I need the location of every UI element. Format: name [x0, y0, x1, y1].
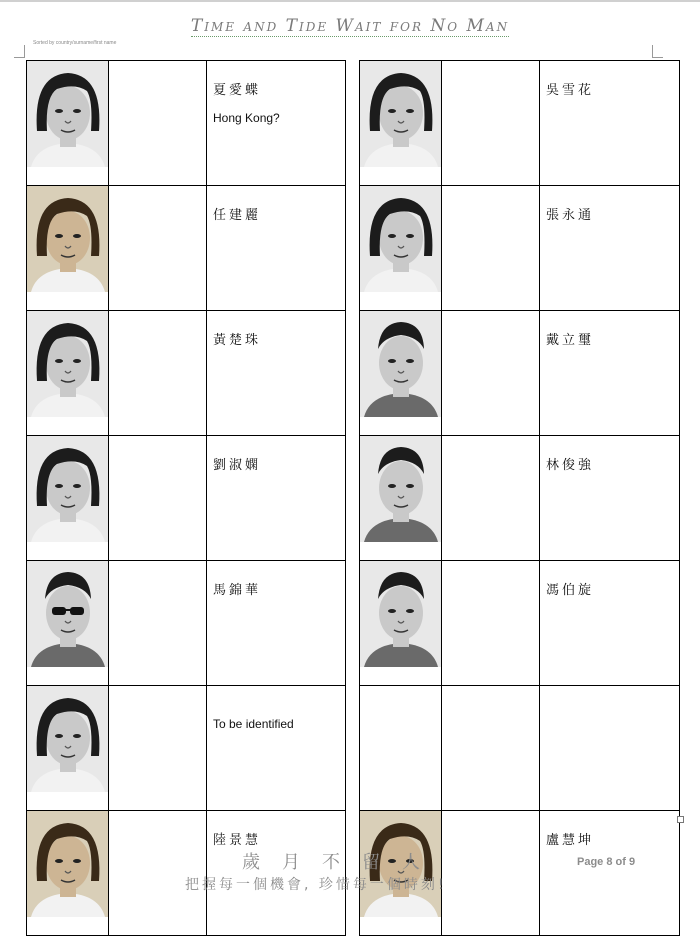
person-name: 張永通: [546, 208, 595, 223]
photo-cell: [360, 311, 442, 436]
blank-cell: [109, 686, 207, 811]
photo-cell: [360, 61, 442, 186]
table-row: [360, 561, 680, 686]
top-border: [0, 0, 700, 2]
photo-cell: [27, 61, 109, 186]
portrait-photo-image: [360, 61, 441, 167]
portrait-photo: [27, 811, 108, 917]
person-name: 戴立璽: [546, 333, 595, 348]
table-row: [360, 311, 680, 436]
margin-corner-mark-right: [652, 45, 663, 58]
portrait-photo-image: [360, 311, 441, 417]
blank-cell: [109, 311, 207, 436]
blank-cell: [442, 561, 540, 686]
person-name: 劉淑嫻: [213, 458, 262, 473]
person-name: 黃楚珠: [213, 333, 262, 348]
portrait-photo-image: [27, 186, 108, 292]
person-name: 盧慧坤: [546, 833, 595, 848]
blank-cell: [109, 186, 207, 311]
table-row: [360, 686, 680, 811]
name-cell: [540, 811, 680, 936]
person-name: 馬錦華: [213, 583, 262, 598]
portrait-photo: [27, 186, 108, 292]
blank-cell: [442, 186, 540, 311]
portrait-photo: [360, 436, 441, 542]
photo-cell: [360, 436, 442, 561]
portrait-photo: [360, 311, 441, 417]
name-cell: [207, 311, 346, 436]
person-name: 馮伯旋: [546, 583, 595, 598]
portrait-photo: [360, 561, 441, 667]
left-photo-table: [26, 60, 346, 936]
name-cell: [540, 186, 680, 311]
photo-cell: [27, 311, 109, 436]
table-row: [360, 186, 680, 311]
name-cell: [207, 61, 346, 186]
photo-cell: [27, 561, 109, 686]
blank-cell: [109, 436, 207, 561]
blank-cell: [442, 811, 540, 936]
photo-cell: [27, 436, 109, 561]
table-row: [27, 436, 346, 561]
photo-cell: [360, 686, 442, 811]
portrait-photo-image: [360, 436, 441, 542]
table-row: [360, 61, 680, 186]
person-note: To be identified: [213, 717, 294, 731]
person-name: 陸景慧: [213, 833, 262, 848]
portrait-photo: [27, 561, 108, 667]
blank-cell: [109, 61, 207, 186]
table-row: [360, 436, 680, 561]
name-cell: [207, 436, 346, 561]
name-cell: [540, 61, 680, 186]
photo-cell: [360, 561, 442, 686]
person-note: Hong Kong?: [213, 111, 280, 125]
portrait-photo-image: [27, 686, 108, 792]
portrait-photo: [27, 61, 108, 167]
portrait-photo-image: [27, 311, 108, 417]
portrait-photo: [27, 311, 108, 417]
table-row: [27, 561, 346, 686]
name-cell: [540, 436, 680, 561]
photo-cell: [27, 186, 109, 311]
right-photo-table: [359, 60, 680, 936]
table-row: [27, 686, 346, 811]
portrait-photo: [360, 61, 441, 167]
name-cell: [207, 561, 346, 686]
name-cell: [540, 686, 680, 811]
table-row: [27, 311, 346, 436]
blank-cell: [442, 686, 540, 811]
footer-motto: 歲月不留人: [242, 852, 442, 873]
portrait-photo-image: [27, 61, 108, 167]
blank-cell: [109, 811, 207, 936]
table-resize-handle[interactable]: [677, 816, 684, 823]
portrait-photo-image: [27, 811, 108, 917]
photo-cell: [27, 686, 109, 811]
sort-note: Sorted by country/surname/first name: [33, 40, 117, 46]
portrait-photo-image: [27, 561, 108, 667]
person-name: 吳雪花: [546, 83, 595, 98]
person-name: 任建麗: [213, 208, 262, 223]
blank-cell: [442, 436, 540, 561]
name-cell: [540, 561, 680, 686]
blank-cell: [442, 311, 540, 436]
portrait-photo-image: [27, 436, 108, 542]
margin-corner-mark-left: [14, 45, 25, 58]
name-cell: [540, 311, 680, 436]
portrait-photo: [360, 186, 441, 292]
photo-cell: [27, 811, 109, 936]
portrait-photo-image: [360, 561, 441, 667]
footer-subtitle: 把握每一個機會, 珍惜每一個時刻!: [185, 877, 447, 893]
person-name: 夏愛蝶: [213, 83, 262, 98]
blank-cell: [109, 561, 207, 686]
name-cell: [207, 686, 346, 811]
table-row: [27, 61, 346, 186]
portrait-photo-image: [360, 186, 441, 292]
table-row: [27, 186, 346, 311]
person-name: 林俊強: [546, 458, 595, 473]
portrait-photo: [27, 436, 108, 542]
photo-cell: [360, 186, 442, 311]
page-title: Time and Tide Wait for No Man: [190, 16, 510, 36]
blank-cell: [442, 61, 540, 186]
portrait-photo: [27, 686, 108, 792]
name-cell: [207, 186, 346, 311]
page-number: Page 8 of 9: [577, 856, 636, 868]
